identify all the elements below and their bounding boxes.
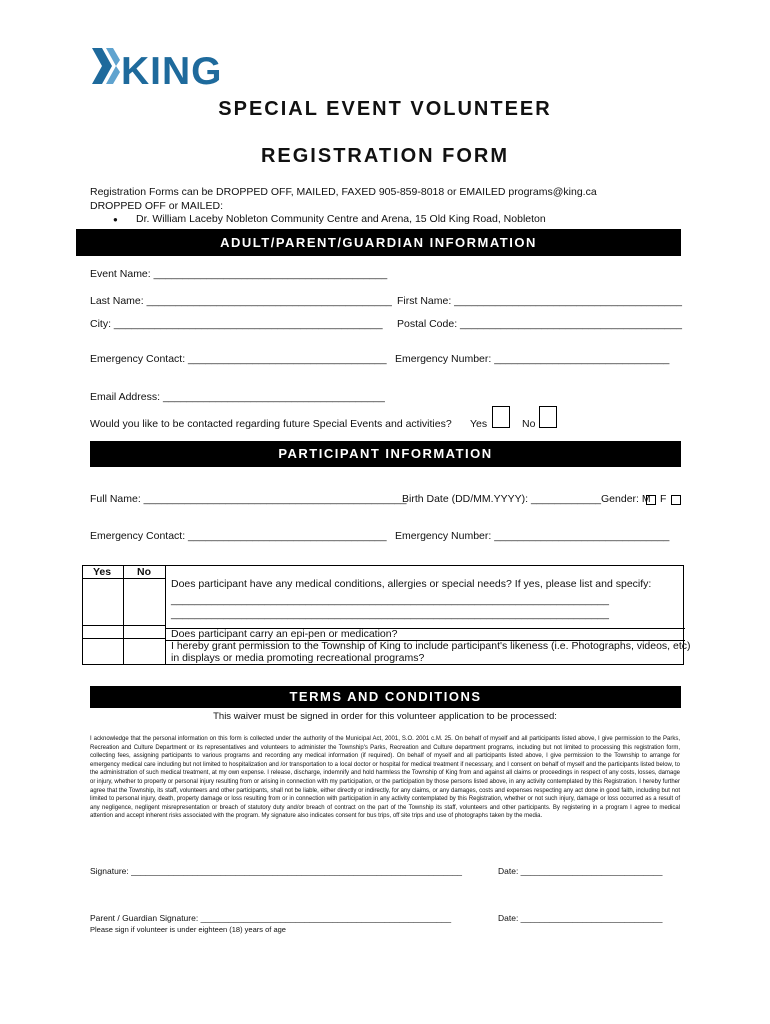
likeness-permission-line-1: I hereby grant permission to the Township of King to include participant's likeness (i.e. Photographs, videos, etc) [171, 640, 691, 652]
medical-conditions-question: Does participant have any medical conditions, allergies or special needs? If yes, please list and specify: [171, 578, 652, 590]
adult-section-heading: ADULT/PARENT/GUARDIAN INFORMATION [76, 229, 681, 256]
last-name-field[interactable]: Last Name: __________________________________________ [90, 295, 392, 307]
future-events-question: Would you like to be contacted regarding future Special Events and activities? [90, 418, 452, 430]
title-line-1: SPECIAL EVENT VOLUNTEER [218, 98, 552, 120]
parent-signature-date-field[interactable]: Date: ______________________________ [498, 913, 663, 923]
table-col-yes: Yes [93, 566, 112, 578]
future-events-yes-label: Yes [470, 418, 488, 430]
likeness-permission-line-2: in displays or media promoting recreational programs? [171, 652, 425, 664]
terms-section-heading: TERMS AND CONDITIONS [90, 686, 681, 708]
epipen-question: Does participant carry an epi-pen or medication? [171, 628, 398, 640]
intro-line-1: Registration Forms can be DROPPED OFF, MAILED, FAXED 905-859-8018 or EMAILED programs@king.ca [90, 186, 597, 198]
adult-emergency-contact-field[interactable]: Emergency Contact: __________________________________ [90, 353, 387, 365]
medical-conditions-line-2[interactable]: ___________________________________________________________________________ [171, 608, 609, 620]
email-field[interactable]: Email Address: ______________________________________ [90, 391, 385, 403]
intro-bullet: Dr. William Laceby Nobleton Community Centre and Arena, 15 Old King Road, Nobleton [136, 213, 546, 225]
gender-f-label: F [660, 493, 667, 505]
future-events-no-label: No [522, 418, 536, 430]
postal-code-field[interactable]: Postal Code: ______________________________________ [397, 318, 682, 330]
participant-section-heading: PARTICIPANT INFORMATION [90, 441, 681, 467]
table-col-no: No [137, 566, 151, 578]
under-eighteen-note: Please sign if volunteer is under eighteen (18) years of age [90, 925, 286, 934]
future-events-no-checkbox[interactable] [539, 406, 557, 428]
city-field[interactable]: City: ______________________________________________ [90, 318, 383, 330]
signature-date-field[interactable]: Date: ______________________________ [498, 866, 663, 876]
participant-full-name-field[interactable]: Full Name: _____________________________________________ [90, 493, 407, 505]
terms-body: I acknowledge that the personal information on this form is collected under the authority of the Municipal Act, 2001, S.O. 2001 c.M. 25. On behalf of myself and all participants listed above, I give permission to the Parks, Recreation and Culture Department or its representatives and volunteers to administer the Township's Parks, Recreation and Culture department programs, including but not limited to processing this registration form, collecting fees, assigning participants to various programs and recording any medical information (if required). On behalf of myself and all participants listed above, I give permission to the Township to arrange for emergency medical care including but not limited to hospitalization and /or transportation to a local doctor or hospital for medical treatment if necessary, and I consent on behalf of myself and the participants listed below, to the administration of such medical treatment, at my own expense. I release, discharge, indemnify and hold harmless the Township of King from and against all claims or proceedings in respect of any costs, losses, damage or injury, whether to property or personal injury resulting from or arising in connection with my participation, or the participation by those persons listed above, in any activity contemplated by this Registration. I hereby further agree that the Township, its staff, volunteers and other participants, shall not be liable, either directly or indirectly, for any claims, or any damages, costs and expenses respecting any act done in good faith, including but not limited to personal injury, death, property damage or loss resulting from or in connection with participation in any activity contemplated by this Registration, whether or not such injury, damage or loss occurred as a result of any negligence, negligent misrepresentation or breach of statutory duty and/or breach of contract on the part of the Township its staff, volunteers and other participants. By registering in a program I agree to medical attention and accept inherent risks associated with the program. My signature also indicates consent for bus trips, off site trips and use of photographs taken by the media. [90, 736, 680, 820]
parent-signature-field[interactable]: Parent / Guardian Signature: _____________________________________________________ [90, 913, 452, 923]
first-name-field[interactable]: First Name: _______________________________________ [397, 295, 682, 307]
event-name-field[interactable]: Event Name: ________________________________________ [90, 268, 388, 280]
adult-emergency-number-field[interactable]: Emergency Number: ______________________________ [395, 353, 670, 365]
terms-subtitle: This waiver must be signed in order for this volunteer application to be processed: [213, 711, 557, 722]
birth-date-field[interactable]: Birth Date (DD/MM.YYYY): ____________Gender: M [402, 493, 651, 505]
king-logo [90, 46, 223, 93]
logo-text: KING [121, 50, 223, 93]
gender-m-checkbox[interactable] [646, 495, 656, 505]
future-events-yes-checkbox[interactable] [492, 406, 510, 428]
participant-emergency-number-field[interactable]: Emergency Number: ______________________________ [395, 530, 670, 542]
medical-conditions-line-1[interactable]: ___________________________________________________________________________ [171, 594, 609, 606]
bullet-icon: ● [113, 215, 118, 224]
title-line-2: REGISTRATION FORM [260, 145, 510, 167]
intro-line-2: DROPPED OFF or MAILED: [90, 200, 224, 212]
participant-emergency-contact-field[interactable]: Emergency Contact: __________________________________ [90, 530, 387, 542]
signature-field[interactable]: Signature: ______________________________________________________________________ [90, 866, 463, 876]
gender-f-checkbox[interactable] [671, 495, 681, 505]
